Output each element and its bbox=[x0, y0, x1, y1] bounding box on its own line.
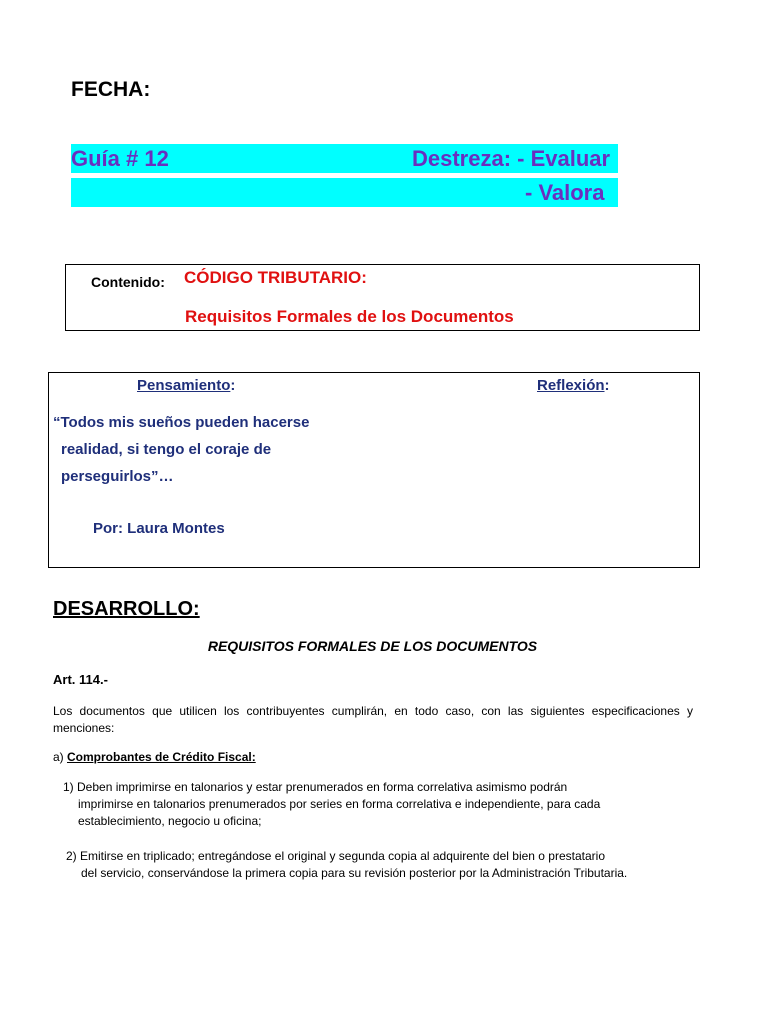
fecha-label: FECHA: bbox=[71, 78, 151, 101]
pensamiento-heading bbox=[137, 377, 235, 394]
desarrollo-heading: DESARROLLO: bbox=[53, 598, 200, 620]
reflexion-colon: : bbox=[604, 377, 610, 394]
section-a-prefix: a) bbox=[53, 750, 64, 764]
quote-line-2: realidad, si tengo el coraje de bbox=[61, 441, 272, 458]
desarrollo-subheading: REQUISITOS FORMALES DE LOS DOCUMENTOS bbox=[207, 638, 538, 654]
destreza-valora: - Valora bbox=[525, 180, 605, 205]
item-1-line-3: establecimiento, negocio u oficina; bbox=[78, 814, 262, 828]
pensamiento-label: Pensamiento bbox=[137, 377, 231, 394]
contenido-label: Contenido: bbox=[91, 274, 165, 290]
contenido-title: CÓDIGO TRIBUTARIO: bbox=[184, 268, 367, 287]
section-a-heading bbox=[53, 749, 256, 766]
reflexion-heading bbox=[537, 377, 610, 394]
intro-paragraph: Los documentos que utilicen los contribuyentes cumplirán, en todo caso, con las siguientes especificaciones y menciones: bbox=[53, 704, 693, 735]
item-2-line-2: del servicio, conservándose la primera copia para su revisión posterior por la Administración Tributaria. bbox=[81, 866, 628, 880]
section-a-title: Comprobantes de Crédito Fiscal: bbox=[67, 750, 256, 764]
destreza-evaluar: Destreza: - Evaluar bbox=[412, 146, 611, 171]
item-1-line-1: 1) Deben imprimirse en talonarios y estar prenumerados en forma correlativa asimismo podrán bbox=[63, 780, 568, 794]
item-2-line-1: 2) Emitirse en triplicado; entregándose el original y segunda copia al adquirente del bien o prestatario bbox=[66, 849, 605, 863]
guia-number: Guía # 12 bbox=[71, 146, 169, 171]
article-number: Art. 114.- bbox=[53, 672, 108, 687]
quote-line-3: perseguirlos”… bbox=[61, 468, 174, 485]
quote-author: Por: Laura Montes bbox=[93, 520, 225, 537]
contenido-subtitle: Requisitos Formales de los Documentos bbox=[185, 307, 514, 326]
pensamiento-colon: : bbox=[230, 377, 236, 394]
item-1-line-2: imprimirse en talonarios prenumerados por series en forma correlativa e independiente, para cada bbox=[78, 797, 601, 811]
reflexion-label: Reflexión bbox=[537, 377, 605, 394]
quote-line-1: “Todos mis sueños pueden hacerse bbox=[53, 414, 310, 431]
